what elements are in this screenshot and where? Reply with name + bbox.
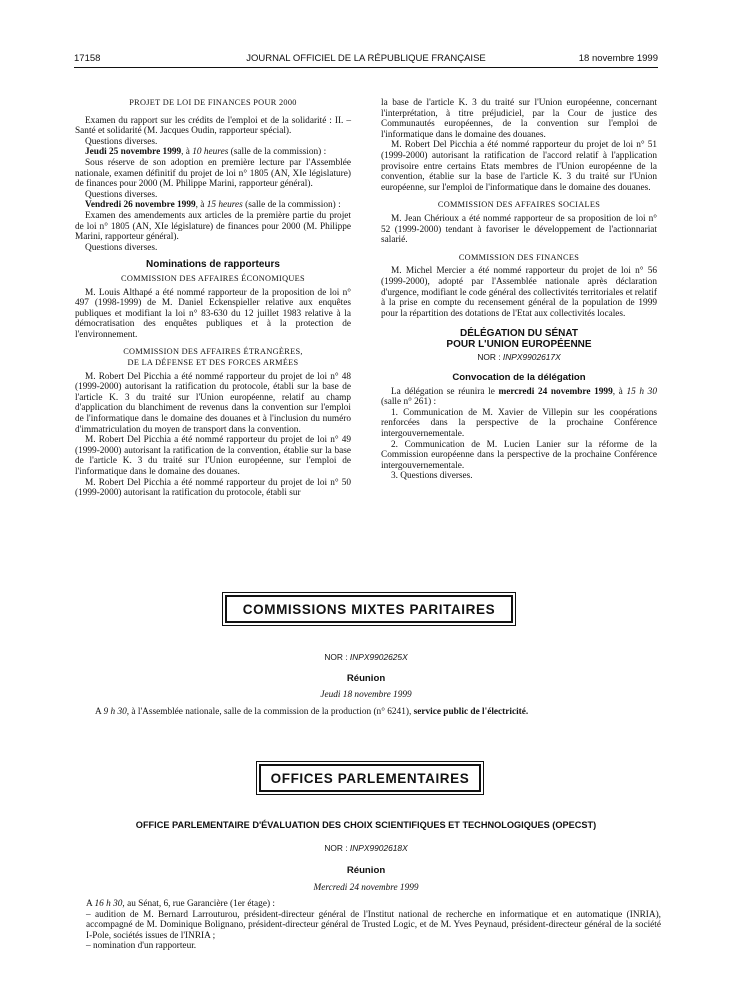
cmp-section-box <box>222 592 516 626</box>
paragraph: Questions diverses. <box>85 242 158 253</box>
paragraph: M. Louis Althapé a été nommé rapporteur de la proposition de loi n° 497 (1998-1999) de M. Daniel Eckenspieller relative aux enquêtes publiques et modifiant la loi n° 83-630 du 12 juillet 1983 relative à la démocratisation des enquêtes publiques et à la protection de l'environnement. <box>75 287 351 340</box>
commission-title: COMMISSION DES AFFAIRES ÉCONOMIQUES <box>121 273 305 283</box>
meeting-date: Mercredi 24 novembre 1999 <box>313 883 419 893</box>
delegation-heading: DÉLÉGATION DU SÉNAT <box>460 328 578 340</box>
date-bold: mercredi 24 novembre 1999 <box>498 386 613 397</box>
time-italic: 10 heures <box>192 147 229 158</box>
agenda-item: 1. Communication de M. Xavier de Villepin sur les coopérations renforcées dans la perspective de la prochaine Conférence intergouvernementale. <box>381 407 657 440</box>
paragraph: la base de l'article K. 3 du traité sur l'Union européenne, concernant l'interprétation, à titre préjudiciel, par la Cour de justice des Communautés européennes, de la convention sur l'emploi de l'informatique dans le domaine des douanes. <box>381 98 657 140</box>
paragraph: M. Robert Del Picchia a été nommé rapporteur du projet de loi n° 50 (1999-2000) autorisant la ratification du protocole, établi sur <box>75 477 351 499</box>
commission-title: COMMISSION DES AFFAIRES SOCIALES <box>437 200 601 210</box>
paragraph: Sous réserve de son adoption en première lecture par l'Assemblée nationale, examen définitif du projet de loi n° 1805 (AN, XIe législature) de finances pour 2000 (M. Philippe Marini, rapporteur général). <box>75 157 351 190</box>
agenda-item: 3. Questions diverses. <box>391 471 473 482</box>
paragraph: Questions diverses. <box>85 189 158 200</box>
meeting-date: Jeudi 18 novembre 1999 <box>320 690 412 700</box>
meeting-details <box>86 899 661 952</box>
reunion-heading: Réunion <box>346 673 386 684</box>
right-column <box>381 98 657 482</box>
paragraph: La délégation se réunira le mercredi 24 novembre 1999, à 15 h 30 (salle n° 261) : <box>381 386 657 408</box>
date-bold: Jeudi 25 novembre 1999 <box>85 147 182 158</box>
page-header <box>74 53 658 67</box>
nor-reference: NOR : INPX9902617X <box>477 352 561 363</box>
meeting-line: A 9 h 30, à l'Assemblée nationale, salle de la commission de la production (n° 6241), service public de l'électricité. <box>95 707 529 717</box>
paragraph: M. Robert Del Picchia a été nommé rapporteur du projet de loi n° 48 (1999-2000) autorisant la ratification du protocole, établi sur la base de l'article K. 3 du traité sur l'Union européenne, relatif au champ d'application du blanchiment de revenus dans la convention sur l'emploi de l'informatique dans le domaine des douanes et à l'inclusion du numéro d'immatriculation du moyen de transport dans la convention. <box>75 371 351 435</box>
meeting-line: A 16 h 30, au Sénat, 6, rue Garancière (1er étage) : <box>86 899 275 909</box>
paragraph: M. Robert Del Picchia a été nommé rapporteur du projet de loi n° 49 (1999-2000) autorisant la ratification de la convention, établie sur la base de l'article K. 3 du traité sur l'Union européenne, sur l'emploi de l'informatique dans le domaine des douanes. <box>75 435 351 477</box>
paragraph: Jeudi 25 novembre 1999, à 10 heures (salle de la commission) : <box>85 147 327 158</box>
delegation-heading: POUR L'UNION EUROPÉENNE <box>446 338 592 350</box>
time-italic: 16 h 30 <box>94 899 123 909</box>
paragraph: M. Robert Del Picchia a été nommé rapporteur du projet de loi n° 51 (1999-2000) autorisant la ratification de l'accord relatif à l'application provisoire entre certains Etats membres de l'Union européenne de la convention, établie sur la base de l'article K. 3 du traité sur l'Union européenne, sur l'emploi de l'informatique dans le domaine des douanes. <box>381 140 657 193</box>
reunion-heading: Réunion <box>346 865 386 876</box>
commission-title: DE LA DÉFENSE ET DES FORCES ARMÉES <box>127 358 299 368</box>
agenda-item: – nomination d'un rapporteur. <box>86 941 197 952</box>
time-italic: 15 heures <box>206 200 243 211</box>
left-column <box>75 98 351 499</box>
paragraph: M. Michel Mercier a été nommé rapporteur du projet de loi n° 56 (1999-2000), adopté par l'Assemblée nationale après déclaration d'urgence, modifiant le code général des collectivités territoriales et relatif à la prise en compte du recensement général de la population de 1999 pour la répartition des dotations de l'Etat aux collectivités locales. <box>381 266 657 319</box>
nominations-heading: Nominations de rapporteurs <box>146 259 280 271</box>
date-bold: Vendredi 26 novembre 1999 <box>85 200 196 211</box>
office-heading: OFFICE PARLEMENTAIRE D'ÉVALUATION DES CHOIX SCIENTIFIQUES ET TECHNOLOGIQUES (OPECST) <box>135 820 597 830</box>
page-number: 17158 <box>74 53 101 64</box>
subject-bold: service public de l'électricité. <box>413 707 529 717</box>
agenda-item: 2. Communication de M. Lucien Lanier sur la réforme de la Commission européenne dans la perspective de la prochaine Conférence intergouvernementale. <box>381 439 657 471</box>
paragraph: Vendredi 26 novembre 1999, à 15 heures (salle de la commission) : <box>85 200 341 211</box>
nor-reference: NOR : INPX9902618X <box>324 843 408 853</box>
cmp-section-title: COMMISSIONS MIXTES PARITAIRES <box>225 595 513 623</box>
issue-date: 18 novembre 1999 <box>578 53 658 64</box>
offices-section-title: OFFICES PARLEMENTAIRES <box>259 764 481 792</box>
header-rule <box>74 67 658 68</box>
paragraph: Examen du rapport sur les crédits de l'emploi et de la solidarité : II. – Santé et solidarité (M. Jacques Oudin, rapporteur spécial). <box>75 115 351 137</box>
section-title: PROJET DE LOI DE FINANCES POUR 2000 <box>129 98 297 107</box>
nor-reference: NOR : INPX9902625X <box>324 652 408 662</box>
journal-title: JOURNAL OFFICIEL DE LA RÉPUBLIQUE FRANÇAISE <box>246 53 486 64</box>
time-italic: 15 h 30 <box>626 386 657 397</box>
commission-title: COMMISSION DES FINANCES <box>458 252 580 262</box>
paragraph: M. Jean Chérioux a été nommé rapporteur de sa proposition de loi n° 52 (1999-2000) tendant à favoriser le développement de l'actionnariat salarié. <box>381 213 657 246</box>
paragraph: Questions diverses. <box>85 136 158 147</box>
commission-title: COMMISSION DES AFFAIRES ÉTRANGÈRES, <box>123 347 303 357</box>
offices-section-box <box>256 761 484 795</box>
convocation-heading: Convocation de la délégation <box>452 372 586 384</box>
paragraph: Examen des amendements aux articles de la première partie du projet de loi n° 1805 (AN, XIe législature) de finances pour 2000 (M. Philippe Marini, rapporteur général). <box>75 210 351 243</box>
time-italic: 9 h 30 <box>103 707 127 717</box>
agenda-item: – audition de M. Bernard Larrouturou, président-directeur général de l'Institut national de recherche en informatique et en automatique (INRIA), accompagné de M. Dominique Bolignano, président-directeur général de Trusted Logic, et de M. Yves Peynaud, président-directeur général de la société I-Pole, sociétés issues de l'INRIA ; <box>86 909 661 941</box>
